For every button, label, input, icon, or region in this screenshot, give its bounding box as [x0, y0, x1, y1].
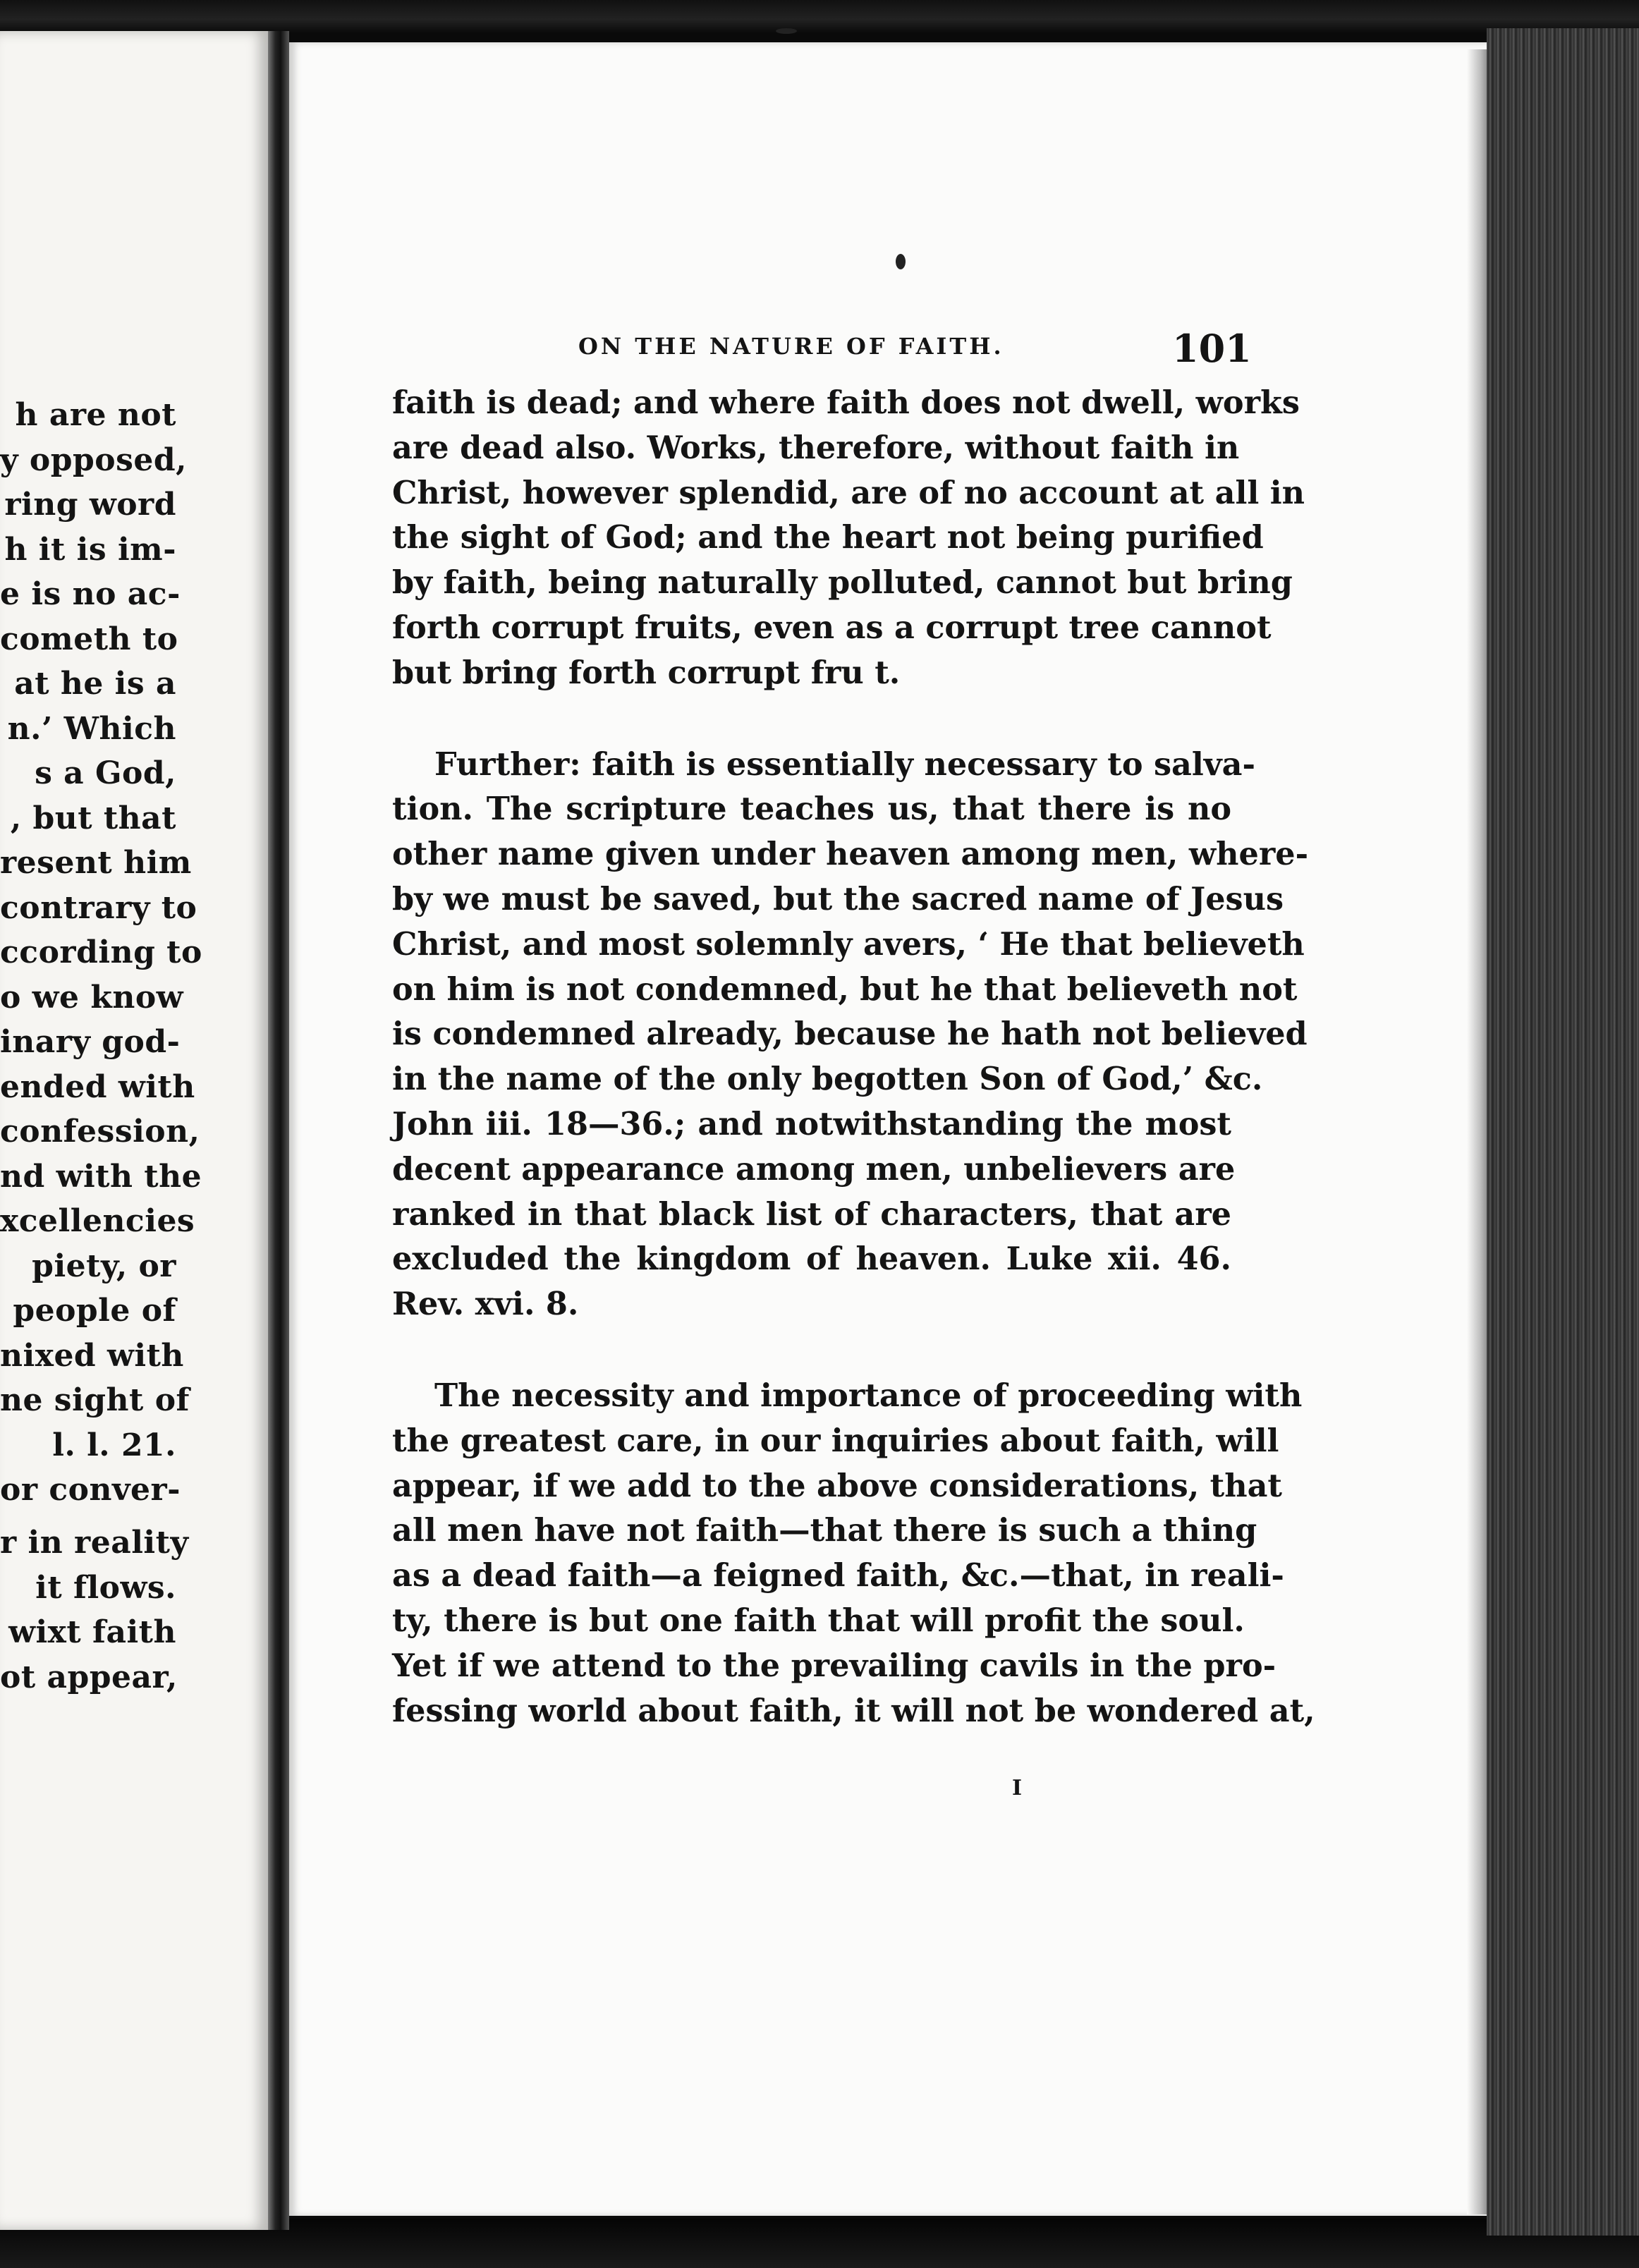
left-page-line: nixed with	[0, 1337, 184, 1374]
left-page-line: y opposed,	[0, 441, 187, 478]
text-line: but bring forth corrupt fru t.	[392, 654, 901, 691]
left-page-line: nd with the	[0, 1158, 202, 1195]
text-line: is condemned already, because he hath not believed	[392, 1016, 1308, 1053]
left-page-line: ne sight of	[0, 1382, 190, 1418]
text-line: appear, if we add to the above considerations, that	[392, 1467, 1282, 1504]
left-page-line: inary god-	[0, 1024, 181, 1060]
text-line: all men have not faith—that there is such a thing	[392, 1512, 1257, 1549]
body-text	[392, 381, 1315, 1733]
page-stack-edge	[1487, 28, 1639, 2236]
left-page-line: it flows.	[35, 1569, 176, 1606]
text-line: the greatest care, in our inquiries about faith, will	[392, 1422, 1279, 1459]
text-line: by faith, being naturally polluted, cannot but bring	[392, 564, 1293, 602]
left-page-text	[0, 393, 268, 1700]
text-line: by we must be saved, but the sacred name of Jesus	[392, 880, 1284, 917]
left-page-line: cometh to	[0, 621, 178, 657]
left-page-line: ccording to	[0, 934, 202, 970]
left-page-line: xcellencies	[0, 1203, 195, 1239]
left-page-line: h it is im-	[4, 531, 176, 568]
left-page-line: ring word	[4, 487, 176, 523]
text-line: decent appearance among men, unbelievers are	[392, 1150, 1236, 1188]
left-page-line: wixt faith	[8, 1614, 176, 1650]
signature-mark: I	[1012, 1776, 1023, 1800]
left-page-line: at he is a	[14, 666, 176, 702]
left-page-line: confession,	[0, 1114, 200, 1150]
scan-speck	[896, 254, 906, 269]
text-line: are dead also. Works, therefore, without faith in	[392, 429, 1240, 466]
paragraph-gap	[392, 1327, 1231, 1374]
paragraph-gap	[392, 696, 1231, 743]
left-page-line: r in reality	[0, 1525, 189, 1561]
text-line: Yet if we attend to the prevailing cavils in the pro-	[392, 1647, 1277, 1684]
left-page-line: o we know	[0, 979, 184, 1016]
text-line: Rev. xvi. 8.	[392, 1286, 579, 1323]
text-line: tion. The scripture teaches us, that there is no	[392, 791, 1231, 828]
text-line: ranked in that black list of characters, that are	[392, 1195, 1231, 1233]
left-page-line: l. l. 21.	[52, 1427, 176, 1463]
text-line: ty, there is but one faith that will profit the soul.	[392, 1602, 1245, 1639]
left-page-line: s a God,	[35, 755, 176, 791]
text-line: excluded the kingdom of heaven. Luke xii. 46.	[392, 1240, 1231, 1278]
scan-frame-top	[0, 0, 1639, 32]
left-page-line: ended with	[0, 1068, 195, 1105]
text-line: Christ, however splendid, are of no account at all in	[392, 474, 1305, 511]
text-line: forth corrupt fruits, even as a corrupt tree cannot	[392, 609, 1272, 646]
paragraph	[392, 1374, 1315, 1733]
left-page-line: h are not	[15, 397, 176, 433]
text-line: faith is dead; and where faith does not dwell, works	[392, 384, 1300, 421]
text-line: in the name of the only begotten Son of God,’ &c.	[392, 1061, 1263, 1098]
left-page-line: or conver-	[0, 1472, 181, 1508]
text-line: Further: faith is essentially necessary to salva-	[434, 745, 1255, 783]
book-gutter	[268, 31, 289, 2230]
page-number: 101	[1172, 326, 1252, 371]
left-page-line: ot appear,	[0, 1659, 178, 1695]
text-line: fessing world about faith, it will not be wondered at,	[392, 1692, 1315, 1729]
left-page-line: n.’ Which	[7, 710, 176, 747]
text-line: other name given under heaven among men, where-	[392, 836, 1309, 873]
text-line: Christ, and most solemnly avers, ‘ He that believeth	[392, 925, 1305, 963]
left-page-line: piety, or	[32, 1248, 176, 1284]
left-page-line: people of	[13, 1293, 176, 1329]
text-line: the sight of God; and the heart not being purified	[392, 519, 1264, 556]
text-line: on him is not condemned, but he that believeth not	[392, 970, 1298, 1008]
left-page-line: resent him	[0, 845, 192, 881]
running-header: ON THE NATURE OF FAITH.	[578, 333, 1004, 360]
text-line: as a dead faith—a feigned faith, &c.—that, in reali-	[392, 1557, 1284, 1595]
paragraph	[392, 743, 1309, 1327]
scan-speck	[776, 28, 797, 34]
left-page-line: e is no ac-	[0, 576, 181, 612]
left-page-fragment	[0, 31, 268, 2230]
left-page-line: , but that	[10, 800, 176, 836]
text-line: John iii. 18—36.; and notwithstanding the most	[392, 1105, 1231, 1142]
paragraph	[392, 381, 1305, 696]
text-line: The necessity and importance of proceeding with	[434, 1377, 1303, 1414]
left-page-line: contrary to	[0, 889, 197, 926]
